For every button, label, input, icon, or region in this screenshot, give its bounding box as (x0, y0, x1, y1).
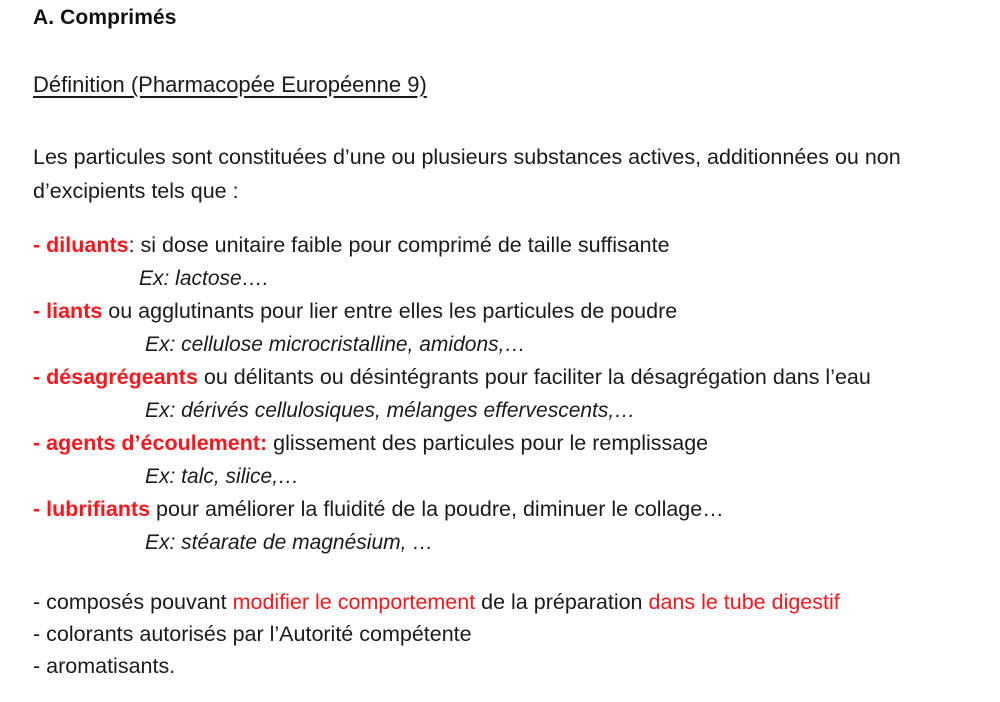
closing-list (33, 586, 993, 682)
example-line: Ex: stéarate de magnésium, … (145, 531, 434, 554)
list-item (33, 361, 993, 394)
list-item (33, 493, 993, 526)
list-item-keyword: lubrifiants (46, 497, 151, 521)
list-item-text: composés pouvant (40, 590, 233, 614)
list-bullet-dash: - (33, 622, 41, 646)
list-item (33, 427, 993, 460)
list-item-text: si dose unitaire faible pour comprimé de taille suffisante (134, 233, 670, 257)
highlighted-text: dans le tube digestif (648, 590, 840, 614)
list-item-separator: : (128, 233, 135, 257)
list-item-keyword: liants (46, 299, 103, 323)
excipient-list (33, 229, 993, 559)
highlighted-text: modifier le comportement (232, 590, 476, 614)
list-item-text: ou agglutinants pour lier entre elles les particules de poudre (102, 299, 678, 323)
list-item-text: pour améliorer la fluidité de la poudre, diminuer le collage… (150, 497, 724, 521)
definition-heading: Définition (Pharmacopée Européenne 9) (33, 72, 427, 97)
intro-paragraph: Les particules sont constituées d’une ou plusieurs substances actives, additionnées ou non d’excipients tels que : (33, 145, 901, 203)
list-item-text: glissement des particules pour le remplissage (267, 431, 709, 455)
list-item (33, 295, 993, 328)
list-bullet-dash: - (33, 497, 41, 521)
list-item-keyword: diluants (46, 233, 129, 257)
list-item-text: de la préparation (475, 590, 649, 614)
list-item (33, 650, 993, 682)
list-bullet-dash: - (33, 233, 41, 257)
list-bullet-dash: - (33, 654, 41, 678)
list-item-text: aromatisants. (40, 654, 176, 678)
list-bullet-dash: - (33, 365, 41, 389)
list-item (33, 229, 993, 262)
list-bullet-dash: - (33, 299, 41, 323)
page-title: A. Comprimés (33, 6, 177, 29)
list-bullet-dash: - (33, 590, 41, 614)
example-line: Ex: lactose…. (139, 267, 269, 290)
example-line: Ex: dérivés cellulosiques, mélanges effervescents,… (145, 399, 636, 422)
list-item (33, 586, 993, 618)
list-bullet-dash: - (33, 431, 41, 455)
list-item (33, 618, 993, 650)
list-item-keyword: désagrégeants (46, 365, 198, 389)
list-item-text: ou délitants ou désintégrants pour faciliter la désagrégation dans l’eau (197, 365, 871, 389)
example-line: Ex: cellulose microcristalline, amidons,… (145, 333, 526, 356)
example-line: Ex: talc, silice,… (145, 465, 300, 488)
list-item-text: colorants autorisés par l’Autorité compétente (40, 622, 472, 646)
list-item-keyword: agents d’écoulement: (46, 431, 268, 455)
